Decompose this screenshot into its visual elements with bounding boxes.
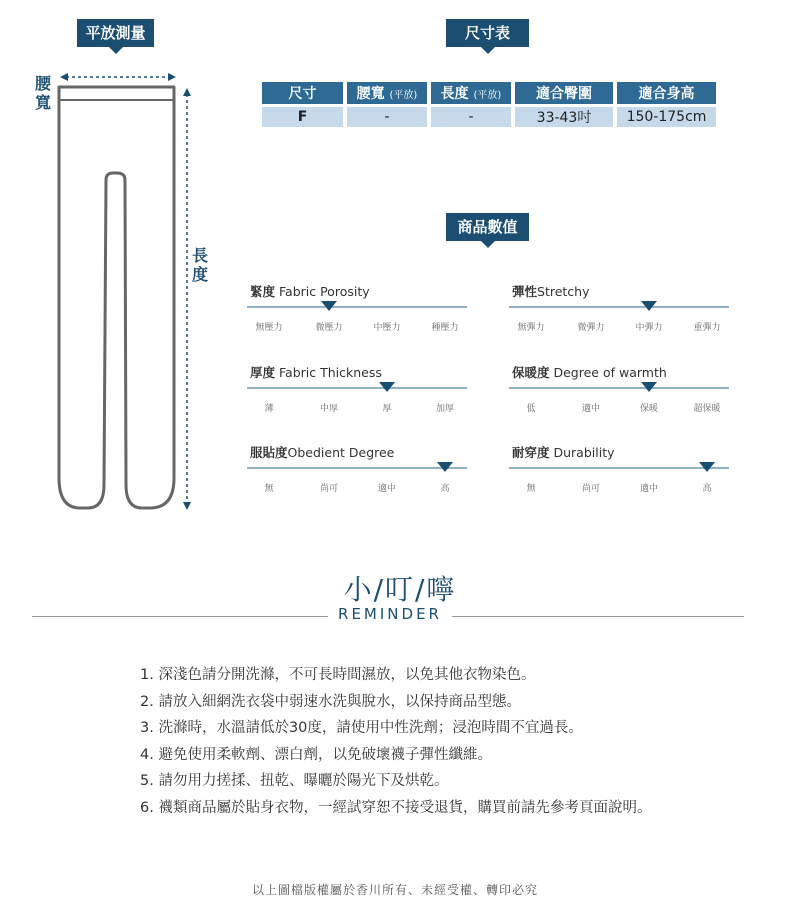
reminder-title: 小/叮/嚀 — [343, 573, 457, 606]
product-values-heading: 商品數值 — [446, 213, 529, 241]
hip-header: 適合臀圍 — [515, 82, 613, 104]
property-level-label: 尚可 — [581, 484, 600, 494]
reminder-subtitle: REMINDER — [338, 605, 442, 623]
property-level-label: 重彈力 — [693, 323, 721, 333]
list-item: 2. 請放入細網洗衣袋中弱速水洗與脫水，以保持商品型態。 — [140, 693, 521, 710]
property-level-label: 無 — [264, 484, 274, 494]
property-level-label: 適中 — [581, 404, 600, 414]
property-title-english: Fabric Porosity — [275, 284, 370, 299]
reminder-divider-right — [452, 616, 744, 617]
property-level-label: 種壓力 — [431, 323, 459, 333]
property-track — [247, 387, 467, 389]
property-title — [512, 282, 590, 300]
property-title-main: 服貼度 — [250, 445, 288, 460]
property-title-english: Durability — [549, 445, 615, 460]
property-title-main: 保暖度 — [512, 365, 550, 380]
reminder-divider-left — [32, 616, 328, 617]
size-cell: F — [262, 107, 343, 127]
size-table — [258, 79, 720, 130]
property-marker-icon — [641, 301, 657, 311]
property-title — [512, 443, 615, 461]
property-title — [250, 282, 370, 300]
property-level-label: 微壓力 — [315, 323, 343, 333]
length-cell: - — [431, 107, 511, 127]
property-title — [250, 363, 382, 381]
list-item: 1. 深淺色請分開洗滌，不可長時間濕放，以免其他衣物染色。 — [140, 667, 536, 683]
property-track — [247, 306, 467, 308]
property-title-main: 耐穿度 — [512, 445, 550, 460]
property-level-label: 超保暖 — [693, 404, 721, 414]
property-title-english: Degree of warmth — [549, 365, 667, 380]
property-level-label: 保暖 — [639, 404, 658, 414]
property-level-label: 適中 — [377, 484, 396, 494]
list-item: 3. 洗滌時，水溫請低於30度，請使用中性洗劑；浸泡時間不宜過長。 — [140, 720, 583, 736]
property-level-label: 微彈力 — [577, 323, 605, 333]
property-title — [512, 363, 667, 381]
tights-diagram — [30, 60, 200, 520]
property-marker-icon — [379, 382, 395, 392]
waist-cell: - — [347, 107, 427, 127]
size-header: 尺寸 — [262, 82, 343, 104]
height-header: 適合身高 — [617, 82, 716, 104]
table-row — [262, 107, 716, 127]
property-title-english: Stretchy — [537, 284, 590, 299]
waist-header: 腰寬 (平放) — [347, 82, 427, 104]
property-level-label: 低 — [526, 404, 536, 414]
list-item: 4. 避免使用柔軟劑、漂白劑，以免破壞襪子彈性纖維。 — [140, 746, 492, 763]
property-marker-icon — [321, 301, 337, 311]
copyright-footer: 以上圖檔版權屬於香川所有、未經受權、轉印必究 — [251, 883, 538, 897]
property-title-main: 厚度 — [250, 365, 276, 380]
property-level-label: 無 — [526, 484, 536, 494]
property-level-label: 加厚 — [435, 404, 454, 414]
property-marker-icon — [699, 462, 715, 472]
list-item: 5. 請勿用力搓揉、扭乾、曝曬於陽光下及烘乾。 — [140, 773, 449, 789]
property-track — [509, 387, 729, 389]
property-track — [509, 306, 729, 308]
property-level-label: 尚可 — [319, 484, 338, 494]
property-level-label: 中彈力 — [635, 323, 663, 333]
property-marker-icon — [437, 462, 453, 472]
property-level-label: 高 — [440, 484, 450, 494]
care-instructions-list — [140, 662, 651, 821]
property-level-label: 厚 — [382, 404, 392, 414]
property-level-label: 無壓力 — [255, 323, 283, 333]
size-chart-heading: 尺寸表 — [446, 19, 529, 47]
waist-width-label: 腰寬 — [34, 74, 51, 112]
height-cell: 150-175cm — [617, 107, 716, 127]
list-item: 6. 襪類商品屬於貼身衣物，一經試穿恕不接受退貨，購買前請先參考頁面說明。 — [140, 799, 652, 816]
length-label: 長度 — [191, 246, 208, 284]
flat-measure-heading: 平放測量 — [77, 19, 154, 47]
property-track — [509, 467, 729, 469]
property-level-label: 適中 — [639, 484, 658, 494]
property-title-english: Fabric Thickness — [275, 365, 382, 380]
property-title — [250, 443, 394, 461]
property-title-main: 彈性 — [512, 284, 538, 299]
hip-cell: 33-43吋 — [515, 107, 613, 127]
property-track — [247, 467, 467, 469]
property-level-label: 無彈力 — [517, 323, 545, 333]
property-level-label: 中厚 — [319, 404, 338, 414]
property-level-label: 中壓力 — [373, 323, 401, 333]
property-marker-icon — [641, 382, 657, 392]
property-level-label: 薄 — [264, 404, 274, 414]
property-title-english: Obedient Degree — [287, 445, 395, 460]
length-header: 長度 (平放) — [431, 82, 511, 104]
property-level-label: 高 — [702, 484, 712, 494]
property-title-main: 緊度 — [250, 284, 276, 299]
